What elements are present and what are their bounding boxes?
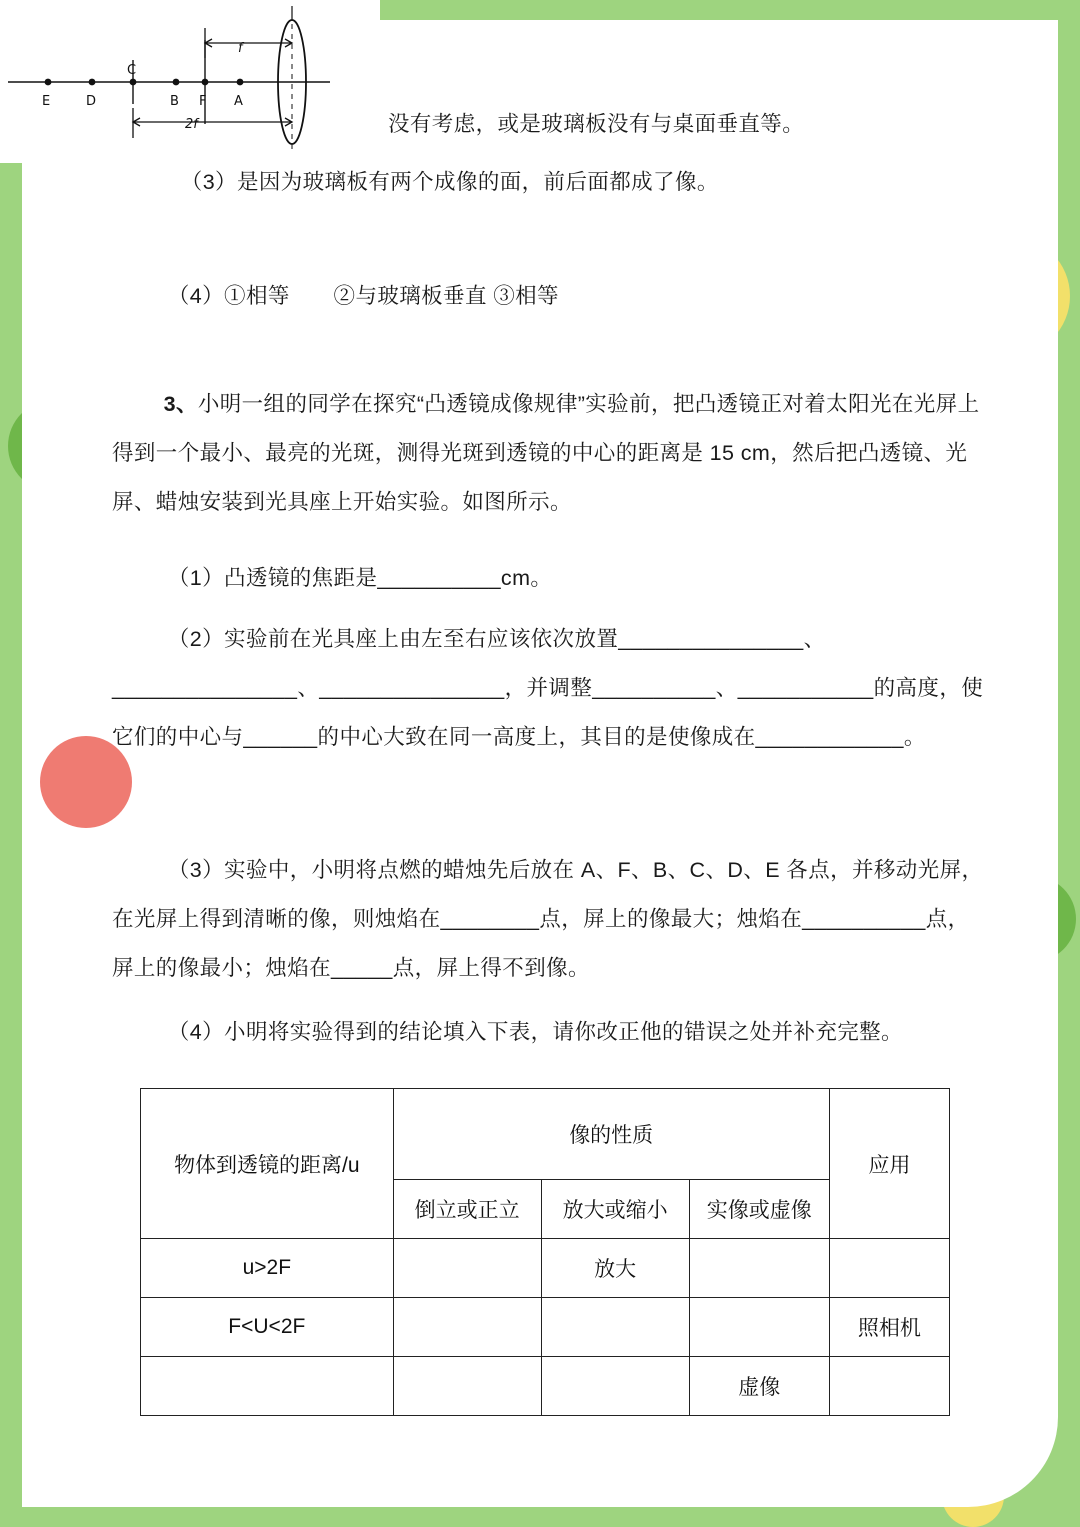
cell-orientation xyxy=(393,1239,541,1298)
cell-orientation xyxy=(393,1298,541,1357)
cell-application: 照相机 xyxy=(829,1298,949,1357)
question-3-number: 3、 xyxy=(163,392,198,416)
svg-text:F: F xyxy=(199,94,207,109)
header-real-virtual: 实像或虚像 xyxy=(689,1180,829,1239)
cell-distance: F<U<2F xyxy=(141,1298,394,1357)
conclusion-table xyxy=(140,1088,950,1416)
cell-distance xyxy=(141,1357,394,1416)
header-orientation: 倒立或正立 xyxy=(393,1180,541,1239)
header-image-property-group: 像的性质 xyxy=(393,1089,829,1180)
paragraph-answer-3: （3）是因为玻璃板有两个成像的面，前后面都成了像。 xyxy=(180,170,719,194)
svg-text:A: A xyxy=(234,94,243,109)
table-row xyxy=(141,1298,950,1357)
question-3-1: （1）凸透镜的焦距是__________cm。 xyxy=(167,566,553,590)
cell-application xyxy=(829,1357,949,1416)
cell-orientation xyxy=(393,1357,541,1416)
svg-text:2f: 2f xyxy=(185,117,198,132)
header-application: 应用 xyxy=(829,1089,949,1239)
cell-distance: u>2F xyxy=(141,1239,394,1298)
cell-size xyxy=(541,1357,689,1416)
question-3-stem xyxy=(112,380,984,527)
svg-text:E: E xyxy=(42,94,51,109)
table-row xyxy=(141,1239,950,1298)
svg-text:B: B xyxy=(170,94,179,109)
table-row xyxy=(141,1357,950,1416)
header-size: 放大或缩小 xyxy=(541,1180,689,1239)
svg-text:C: C xyxy=(127,63,137,78)
svg-text:D: D xyxy=(86,94,97,109)
cell-real-virtual xyxy=(689,1239,829,1298)
question-3-4: （4）小明将实验得到的结论填入下表，请你改正他的错误之处并补充完整。 xyxy=(167,1020,903,1044)
question-3-3: （3）实验中，小明将点燃的蜡烛先后放在 A、F、B、C、D、E 各点，并移动光屏，在光屏上得到清晰的像，则烛焰在________点，屏上的像最大；烛焰在__________点，屏上的像最小；烛焰在_____点，屏上得不到像。 xyxy=(112,858,984,980)
cell-application xyxy=(829,1239,949,1298)
cell-size xyxy=(541,1298,689,1357)
question-3-body: 小明一组的同学在探究“凸透镜成像规律”实验前，把凸透镜正对着太阳光在光屏上得到一个最小、最亮的光斑，测得光斑到透镜的中心的距离是 15 cm，然后把凸透镜、光屏、蜡烛安装到光具座上开始实验。如图所示。 xyxy=(112,392,980,514)
convex-lens-diagram xyxy=(0,0,380,163)
cell-real-virtual xyxy=(689,1298,829,1357)
paragraph-answer-2-continued: 没有考虑，或是玻璃板没有与桌面垂直等。 xyxy=(388,112,805,136)
paragraph-answer-4: （4）①相等 ②与玻璃板垂直 ③相等 xyxy=(167,284,559,308)
cell-real-virtual: 虚像 xyxy=(689,1357,829,1416)
cell-size: 放大 xyxy=(541,1239,689,1298)
svg-text:f: f xyxy=(238,41,243,56)
question-3-2: （2）实验前在光具座上由左至右应该依次放置_______________、_______________、_______________，并调整__________、___________的高度，使它们的中心与______的中心大致在同一高度上，其目的是使像成在____________。 xyxy=(112,627,984,749)
table-header-row-1 xyxy=(141,1089,950,1180)
header-distance: 物体到透镜的距离/u xyxy=(141,1089,394,1239)
